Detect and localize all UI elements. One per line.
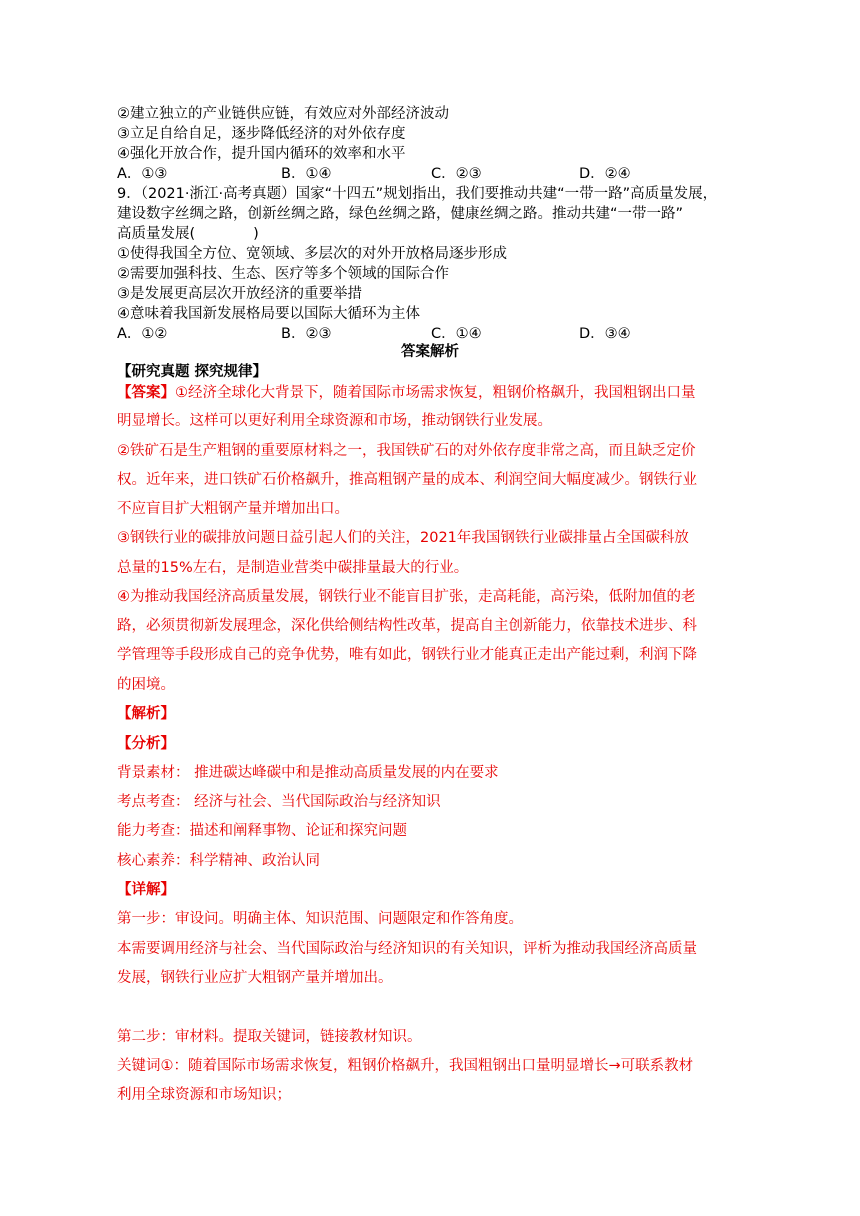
q8-option-a: A．①③	[117, 166, 168, 182]
q8-item-4: ④强化开放合作，提升国内循环的效率和水平	[117, 146, 406, 162]
q8-item-2: ②建立独立的产业链供应链，有效应对外部经济波动	[117, 106, 449, 122]
answer-line-11: 的困境。	[117, 677, 175, 693]
step-1-detail-1: 本需要调用经济与社会、当代国际政治与经济知识的有关知识，评析为推动我国经济高质量	[117, 941, 697, 957]
q9-option-c: C．①④	[431, 326, 482, 342]
q9-stem-line-3: 高质量发展( )	[117, 226, 259, 242]
q8-option-b: B．①④	[281, 166, 332, 182]
answer-line-1	[117, 382, 696, 404]
q9-item-2: ②需要加强科技、生态、医疗等多个领域的国际合作	[117, 266, 449, 282]
answer-line-5: 不应盲目扩大粗钢产量并增加出口。	[117, 501, 349, 517]
fenxi-label: 【分析】	[117, 736, 175, 752]
answer-line-9: 路，必须贯彻新发展理念，深化供给侧结构性改革，提高自主创新能力，依靠技术进步、科	[117, 618, 697, 634]
q8-item-3: ③立足自给自足，逐步降低经济的对外依存度	[117, 126, 406, 142]
q8-option-c: C．②③	[431, 166, 482, 182]
answer-line-10: 学管理等手段形成自己的竞争优势，唯有如此，钢铁行业才能真正走出产能过剩，利润下降	[117, 647, 697, 663]
q9-item-4: ④意味着我国新发展格局要以国际大循环为主体	[117, 306, 420, 322]
step-1-detail-2: 发展，钢铁行业应扩大粗钢产量并增加出。	[117, 970, 393, 986]
q9-item-1: ①使得我国全方位、宽领域、多层次的对外开放格局逐步形成	[117, 246, 507, 262]
q9-stem-line-2: 建设数字丝绸之路，创新丝绸之路，绿色丝绸之路，健康丝绸之路。推动共建“一带一路”	[117, 206, 684, 222]
answer-line-4: 权。近年来，进口铁矿石价格飙升，推高粗钢产量的成本、利润空间大幅度减少。钢铁行业	[117, 472, 697, 488]
answer-line-2: 明显增长。这样可以更好利用全球资源和市场，推动钢铁行业发展。	[117, 413, 552, 429]
analysis-background: 背景素材： 推进碳达峰碳中和是推动高质量发展的内在要求	[117, 765, 499, 781]
q9-option-d: D．③④	[579, 326, 631, 342]
jiexi-label: 【解析】	[117, 706, 175, 722]
q8-options	[117, 164, 757, 184]
step-1: 第一步：审设问。明确主体、知识范围、问题限定和作答角度。	[117, 911, 523, 927]
q9-option-b: B．②③	[281, 326, 332, 342]
q8-option-d: D．②④	[579, 166, 631, 182]
answer-label: 【答案】	[117, 385, 175, 401]
answer-line-6: ③钢铁行业的碳排放问题日益引起人们的关注，2021年我国钢铁行业碳排量占全国碳科放	[117, 530, 689, 546]
answer-line-7: 总量的15%左右，是制造业营类中碳排量最大的行业。	[117, 560, 469, 576]
q9-option-a: A．①②	[117, 326, 168, 342]
analysis-topic: 考点考查： 经济与社会、当代国际政治与经济知识	[117, 794, 441, 810]
step-2: 第二步：审材料。提取关键词，链接教材知识。	[117, 1029, 422, 1045]
analysis-ability: 能力考查：描述和阐释事物、论证和探究问题	[117, 823, 407, 839]
xiangjie-label: 【详解】	[117, 882, 175, 898]
section-subheading: 【研究真题 探究规律】	[117, 364, 268, 380]
keyword-line-2: 利用全球资源和市场知识；	[117, 1087, 291, 1103]
answer-line-3: ②铁矿石是生产粗钢的重要原材料之一，我国铁矿石的对外依存度非常之高，而且缺乏定价	[117, 443, 696, 459]
answer-line-8: ④为推动我国经济高质量发展，钢铁行业不能盲目扩张，走高耗能，高污染，低附加值的老	[117, 589, 696, 605]
answer-text-1: ①经济全球化大背景下，随着国际市场需求恢复，粗钢价格飙升，我国粗钢出口量	[175, 385, 696, 401]
q9-stem-line-1: 9．（2021·浙江·高考真题）国家“十四五”规划指出，我们要推动共建“一带一路”高质量发展，	[117, 186, 718, 202]
analysis-literacy: 核心素养：科学精神、政治认同	[117, 853, 320, 869]
q9-options	[117, 324, 757, 344]
keyword-line-1: 关键词①：随着国际市场需求恢复，粗钢价格飙升，我国粗钢出口量明显增长→可联系教材	[117, 1058, 694, 1074]
answer-section-title: 答案解析	[401, 344, 459, 360]
q9-item-3: ③是发展更高层次开放经济的重要举措	[117, 286, 362, 302]
